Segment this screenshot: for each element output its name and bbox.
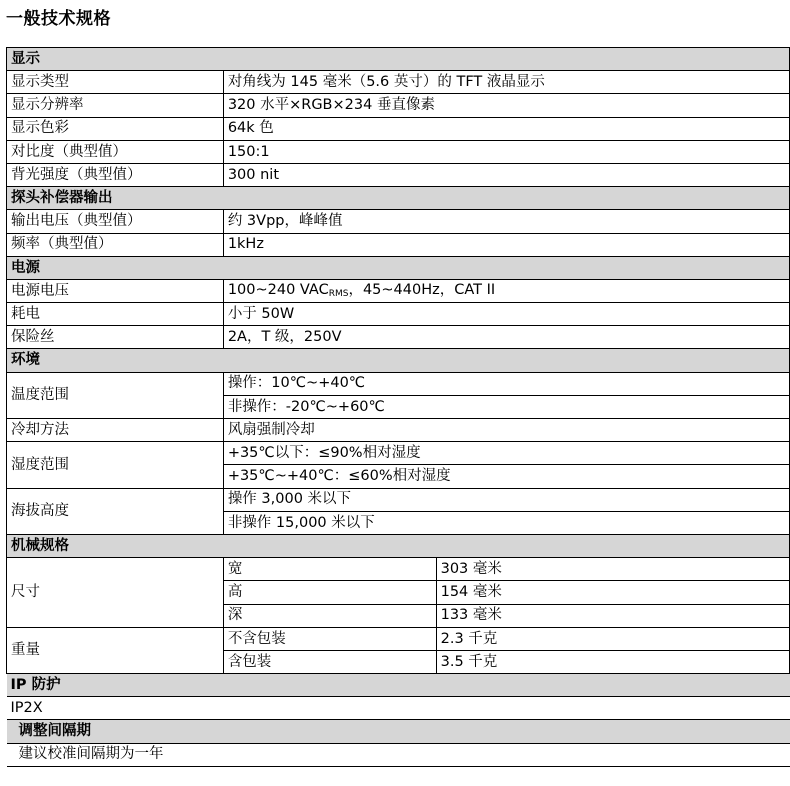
section-display [7,48,790,71]
section-header: 机械规格 [7,534,790,557]
spec-value: +35℃以下：≤90%相对湿度 [223,442,789,465]
spec-label: 电源电压 [7,279,224,302]
section-header: 电源 [7,256,790,279]
section-header [7,674,790,697]
table-row [7,210,790,233]
spec-label: 温度范围 [7,372,224,418]
spec-value: +35℃~+40℃：≤60%相对湿度 [223,465,789,488]
spec-label: 显示色彩 [7,117,224,140]
spec-value: 133 毫米 [436,604,789,627]
spec-sublabel: 深 [223,604,436,627]
spec-value: 非操作 15,000 米以下 [223,511,789,534]
spec-value: 320 水平×RGB×234 垂直像素 [223,94,789,117]
spec-value: 风扇强制冷却 [223,419,789,442]
spec-label: 频率（典型值） [7,233,224,256]
section-ip [7,674,790,697]
table-row [7,326,790,349]
spec-label: 背光强度（典型值） [7,163,224,186]
section-mechanical [7,534,790,557]
spec-value: 64k 色 [223,117,789,140]
spec-sublabel: 高 [223,581,436,604]
voltage-suffix: ，45~440Hz，CAT II [348,281,496,298]
voltage-subscript: RMS [328,288,349,299]
spec-value: 2A，T 级，250V [223,326,789,349]
spec-sublabel: 宽 [223,558,436,581]
section-environment [7,349,790,372]
spec-value: 303 毫米 [436,558,789,581]
table-row [7,442,790,465]
spec-label: 海拔高度 [7,488,224,534]
table-row [7,697,790,720]
table-row [7,419,790,442]
spec-value: 2.3 千克 [436,627,789,650]
spec-value: IP2X [7,697,790,720]
table-row [7,488,790,511]
spec-label: 尺寸 [7,558,224,628]
ip-header-bold: IP [10,676,27,693]
spec-label: 对比度（典型值） [7,140,224,163]
section-calibration [7,720,790,743]
ip-header-rest: 防护 [26,676,61,693]
spec-label: 重量 [7,627,224,673]
table-row [7,140,790,163]
section-probe [7,187,790,210]
spec-value: 小于 50W [223,303,789,326]
spec-label: 冷却方法 [7,419,224,442]
spec-label: 耗电 [7,303,224,326]
spec-table [6,47,790,767]
spec-value: 建议校准间隔期为一年 [7,743,790,766]
table-row [7,94,790,117]
table-row [7,279,790,302]
section-header: 环境 [7,349,790,372]
spec-label: 湿度范围 [7,442,224,488]
section-power [7,256,790,279]
spec-value: 3.5 千克 [436,650,789,673]
spec-value: 300 nit [223,163,789,186]
spec-value: 约 3Vpp，峰峰值 [223,210,789,233]
spec-sublabel: 含包装 [223,650,436,673]
spec-value: 对角线为 145 毫米（5.6 英寸）的 TFT 液晶显示 [223,71,789,94]
voltage-prefix: 100~240 VAC [227,281,329,298]
spec-value [223,279,789,302]
section-header: 显示 [7,48,790,71]
spec-label: 显示分辨率 [7,94,224,117]
table-row [7,743,790,766]
spec-label: 输出电压（典型值） [7,210,224,233]
table-row [7,163,790,186]
table-row [7,117,790,140]
spec-label: 显示类型 [7,71,224,94]
table-row [7,627,790,650]
table-row [7,558,790,581]
table-row [7,303,790,326]
section-header: 调整间隔期 [7,720,790,743]
spec-value: 操作：10℃~+40℃ [223,372,789,395]
page-title: 一般技术规格 [6,9,111,29]
table-row [7,71,790,94]
spec-value: 操作 3,000 米以下 [223,488,789,511]
spec-value: 1kHz [223,233,789,256]
spec-label: 保险丝 [7,326,224,349]
spec-value: 154 毫米 [436,581,789,604]
spec-value: 非操作：-20℃~+60℃ [223,395,789,418]
spec-value: 150:1 [223,140,789,163]
spec-sublabel: 不含包装 [223,627,436,650]
section-header: 探头补偿器输出 [7,187,790,210]
table-row [7,233,790,256]
table-row [7,372,790,395]
